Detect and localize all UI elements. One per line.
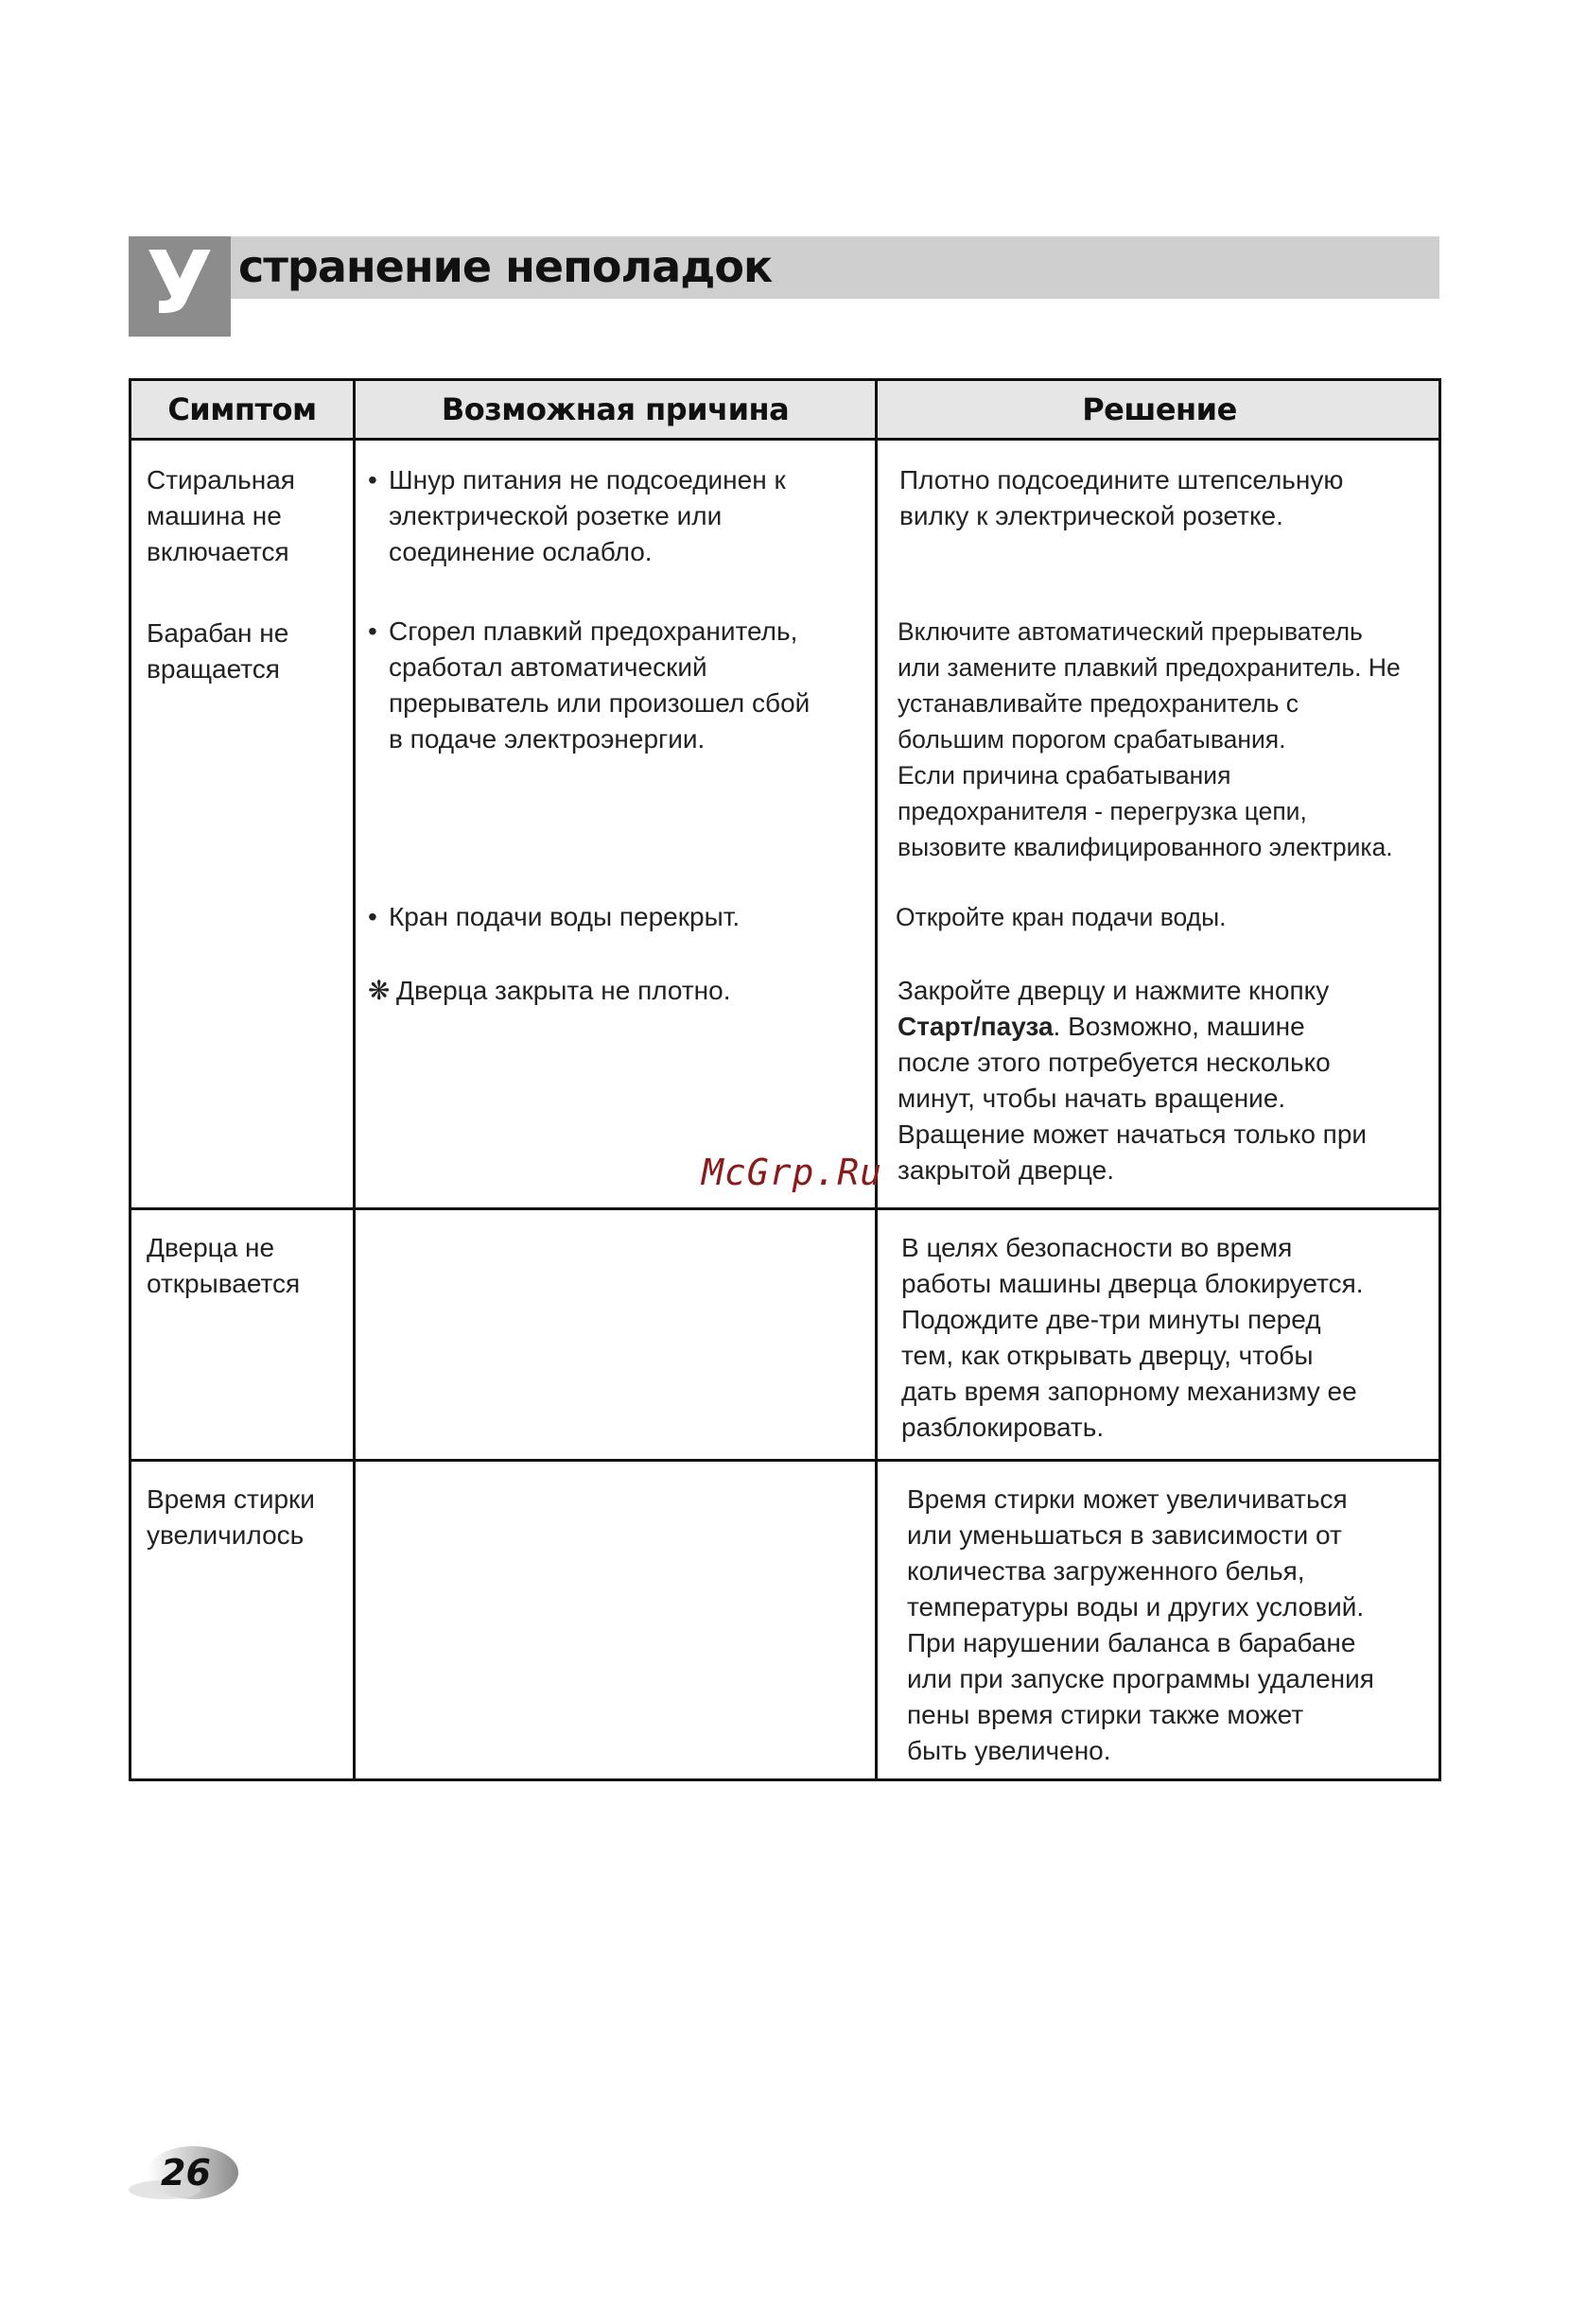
troubleshooting-table: [129, 378, 1441, 1781]
solution-line: разблокировать.: [901, 1413, 1105, 1442]
cause-item: [368, 462, 869, 570]
column-header-symptom: Симптом: [167, 391, 317, 427]
symptom-line: Дверца не: [147, 1233, 275, 1262]
solution-line: предохранителя - перегрузка цепи,: [898, 797, 1307, 825]
title-initial-box: [129, 233, 231, 337]
start-pause-label: Старт/пауза: [898, 1012, 1054, 1041]
symptom-cell: [147, 462, 345, 570]
solution-cell: [901, 1230, 1440, 1446]
page-number: 26: [161, 2152, 211, 2194]
row-divider: [131, 1207, 1438, 1210]
column-header-solution: Решение: [1082, 391, 1237, 427]
solution-cell: [907, 1482, 1437, 1769]
solution-line: [898, 1009, 1438, 1045]
solution-line: тем, как открывать дверцу, чтобы: [901, 1341, 1314, 1370]
symptom-cell: [147, 1230, 345, 1302]
solution-line: В целях безопасности во время: [901, 1233, 1293, 1262]
solution-line: Вращение может начаться только при: [898, 1119, 1368, 1149]
solution-line: Подождите две-три минуты перед: [901, 1305, 1321, 1334]
cause-line: электрической розетке или: [389, 501, 723, 530]
cause-item: [368, 973, 869, 1009]
solution-line: температуры воды и других условий.: [907, 1592, 1365, 1622]
solution-line: минут, чтобы начать вращение.: [898, 1084, 1286, 1113]
solution-line: Время стирки может увеличиваться: [907, 1484, 1348, 1514]
symptom-line: включается: [147, 537, 289, 566]
title-initial: У: [146, 233, 214, 334]
solution-line: Закройте дверцу и нажмите кнопку: [898, 976, 1330, 1005]
solution-line: Плотно подсоедините штепсельную: [899, 465, 1344, 494]
bullet-icon: •: [368, 902, 377, 931]
symptom-line: вращается: [147, 654, 280, 684]
solution-line: устанавливайте предохранитель с: [898, 689, 1299, 718]
solution-cell: [896, 899, 1437, 935]
solution-line: дать время запорному механизму ее: [901, 1377, 1357, 1406]
solution-line: большим порогом срабатывания.: [898, 725, 1286, 754]
symptom-line: Барабан не: [147, 618, 289, 648]
solution-line: Откройте кран подачи воды.: [896, 903, 1227, 931]
symptom-line: Время стирки: [147, 1484, 315, 1514]
bullet-icon: •: [368, 465, 377, 494]
symptom-cell: [147, 616, 345, 687]
cause-line: Шнур питания не подсоединен к: [389, 465, 786, 494]
solution-line: закрытой дверце.: [898, 1155, 1114, 1185]
solution-line: Включите автоматический прерыватель: [898, 617, 1363, 646]
solution-line: или при запуске программы удаления: [907, 1664, 1374, 1693]
symptom-line: машина не: [147, 501, 282, 530]
cause-line: прерыватель или произошел сбой: [389, 688, 811, 718]
cause-item: [368, 899, 869, 935]
column-divider: [875, 381, 878, 1778]
cause-line: сработал автоматический: [389, 652, 707, 682]
cause-line: Сгорел плавкий предохранитель,: [389, 616, 798, 646]
symptom-line: Стиральная: [147, 465, 295, 494]
cause-item: [368, 614, 869, 757]
cause-line: Дверца закрыта не плотно.: [396, 976, 731, 1005]
solution-line: количества загруженного белья,: [907, 1556, 1305, 1586]
solution-line: вилку к электрической розетке.: [899, 501, 1283, 530]
solution-cell: [898, 973, 1438, 1188]
solution-line: Если причина срабатывания: [898, 761, 1231, 789]
cause-line: соединение ослабло.: [389, 537, 653, 566]
header-divider: [131, 438, 1438, 441]
solution-line: или замените плавкий предохранитель. Не: [898, 653, 1401, 682]
solution-line: При нарушении баланса в барабане: [907, 1628, 1356, 1657]
solution-cell: [899, 462, 1438, 534]
solution-line: работы машины дверца блокируется.: [901, 1269, 1364, 1298]
symptom-cell: [147, 1482, 345, 1553]
solution-text: . Возможно, машине: [1053, 1012, 1305, 1041]
solution-cell: [898, 614, 1438, 865]
bullet-icon: •: [368, 616, 377, 646]
row-divider: [131, 1459, 1438, 1462]
solution-line: после этого потребуется несколько: [898, 1048, 1331, 1077]
asterisk-icon: ❋: [368, 976, 391, 1005]
solution-line: вызовите квалифицированного электрика.: [898, 833, 1393, 861]
solution-line: быть увеличено.: [907, 1736, 1111, 1765]
solution-line: пены время стирки также может: [907, 1700, 1304, 1729]
column-header-cause: Возможная причина: [441, 391, 790, 427]
solution-line: или уменьшаться в зависимости от: [907, 1520, 1342, 1550]
symptom-line: открывается: [147, 1269, 301, 1298]
column-divider: [353, 381, 356, 1778]
page-title: странение неполадок: [238, 241, 773, 292]
watermark: McGrp.Ru: [702, 1152, 883, 1193]
cause-line: в подаче электроэнергии.: [389, 724, 706, 754]
symptom-line: увеличилось: [147, 1520, 305, 1550]
cause-line: Кран подачи воды перекрыт.: [389, 902, 741, 931]
